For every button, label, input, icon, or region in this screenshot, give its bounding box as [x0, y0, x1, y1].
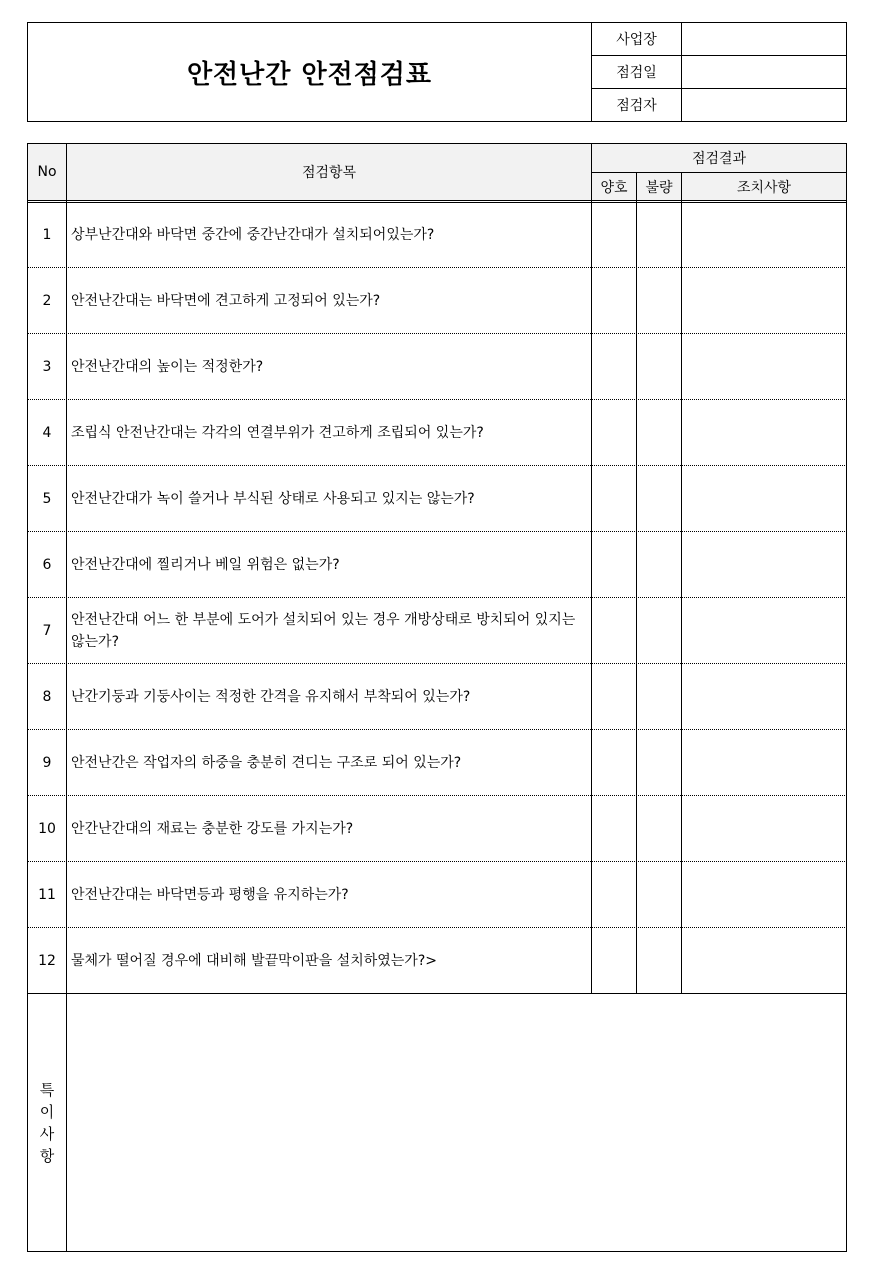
row-item-text: 조립식 안전난간대는 각각의 연결부위가 견고하게 조립되어 있는가?: [71, 424, 484, 441]
row-number: 12: [38, 952, 56, 969]
row-number: 11: [38, 886, 56, 903]
row-item-text: 물체가 떨어질 경우에 대비해 발끝막이판을 설치하였는가?>: [71, 952, 437, 969]
action-cell[interactable]: [682, 334, 846, 399]
row-number: 4: [42, 424, 52, 441]
good-cell[interactable]: [592, 730, 636, 795]
row-item-text: 안전난간대의 높이는 적정한가?: [71, 358, 264, 375]
bad-cell[interactable]: [637, 796, 681, 861]
good-cell[interactable]: [592, 334, 636, 399]
good-cell[interactable]: [592, 400, 636, 465]
bad-cell[interactable]: [637, 598, 681, 663]
row-item-text: 안전난간대 어느 한 부분에 도어가 설치되어 있는 경우 개방상태로 방치되어 있지는 않는가?: [71, 611, 576, 650]
row-number: 3: [42, 358, 52, 375]
row-item-text: 안전난간은 작업자의 하중을 충분히 견디는 구조로 되어 있는가?: [71, 754, 462, 771]
site-field[interactable]: [682, 23, 846, 55]
row-number: 7: [42, 622, 52, 639]
col-header-result: 점검결과: [691, 151, 747, 167]
good-cell[interactable]: [592, 598, 636, 663]
col-header-bad: 불량: [645, 179, 673, 196]
date-label: 점검일: [616, 65, 657, 81]
bad-cell[interactable]: [637, 203, 681, 267]
row-number: 8: [42, 688, 52, 705]
remarks-label-char: 이: [39, 1102, 55, 1121]
good-cell[interactable]: [592, 532, 636, 597]
bad-cell[interactable]: [637, 862, 681, 927]
good-cell[interactable]: [592, 796, 636, 861]
date-field[interactable]: [682, 56, 846, 88]
good-cell[interactable]: [592, 466, 636, 531]
remarks-label-char: 항: [39, 1146, 55, 1165]
action-cell[interactable]: [682, 532, 846, 597]
inspector-label: 점검자: [616, 98, 657, 114]
action-cell[interactable]: [682, 730, 846, 795]
page-title: 안전난간 안전점검표: [186, 59, 433, 90]
bad-cell[interactable]: [637, 928, 681, 993]
site-label: 사업장: [616, 32, 657, 48]
inspector-field[interactable]: [682, 89, 846, 121]
col-header-no: No: [37, 164, 57, 180]
row-number: 10: [38, 820, 56, 837]
row-item-text: 상부난간대와 바닥면 중간에 중간난간대가 설치되어있는가?: [71, 227, 435, 243]
bad-cell[interactable]: [637, 268, 681, 333]
header-bottom-line-1: [27, 200, 847, 201]
row-number: 2: [42, 292, 52, 309]
action-cell[interactable]: [682, 268, 846, 333]
remarks-field[interactable]: [67, 994, 846, 1251]
bad-cell[interactable]: [637, 664, 681, 729]
bad-cell[interactable]: [637, 730, 681, 795]
action-cell[interactable]: [682, 928, 846, 993]
action-cell[interactable]: [682, 400, 846, 465]
row-item-text: 안전난간대는 바닥면에 견고하게 고정되어 있는가?: [71, 292, 381, 309]
action-cell[interactable]: [682, 203, 846, 267]
action-cell[interactable]: [682, 796, 846, 861]
good-cell[interactable]: [592, 928, 636, 993]
bad-cell[interactable]: [637, 400, 681, 465]
bad-cell[interactable]: [637, 334, 681, 399]
col-header-good: 양호: [600, 179, 628, 196]
row-item-text: 안전난간대에 찔리거나 베일 위험은 없는가?: [71, 556, 340, 573]
good-cell[interactable]: [592, 203, 636, 267]
good-cell[interactable]: [592, 268, 636, 333]
bad-cell[interactable]: [637, 532, 681, 597]
action-cell[interactable]: [682, 466, 846, 531]
action-cell[interactable]: [682, 598, 846, 663]
row-number: 9: [42, 754, 52, 771]
col-header-item: 점검항목: [301, 165, 357, 181]
good-cell[interactable]: [592, 664, 636, 729]
col-header-action: 조치사항: [736, 179, 792, 196]
remarks-label: [28, 994, 66, 1251]
row-number: 6: [42, 556, 52, 573]
row-item-text: 난간기둥과 기둥사이는 적정한 간격을 유지해서 부착되어 있는가?: [71, 688, 471, 705]
remarks-label-char: 사: [39, 1124, 55, 1143]
action-cell[interactable]: [682, 664, 846, 729]
action-cell[interactable]: [682, 862, 846, 927]
row-item-text: 안간난간대의 재료는 충분한 강도를 가지는가?: [71, 820, 354, 837]
row-item-text: 안전난간대가 녹이 쓸거나 부식된 상태로 사용되고 있지는 않는가?: [71, 490, 475, 507]
bad-cell[interactable]: [637, 466, 681, 531]
good-cell[interactable]: [592, 862, 636, 927]
remarks-label-char: 특: [39, 1080, 55, 1099]
row-item-text: 안전난간대는 바닥면등과 평행을 유지하는가?: [71, 886, 349, 903]
row-number: 5: [42, 490, 52, 507]
row-number: 1: [42, 227, 52, 243]
